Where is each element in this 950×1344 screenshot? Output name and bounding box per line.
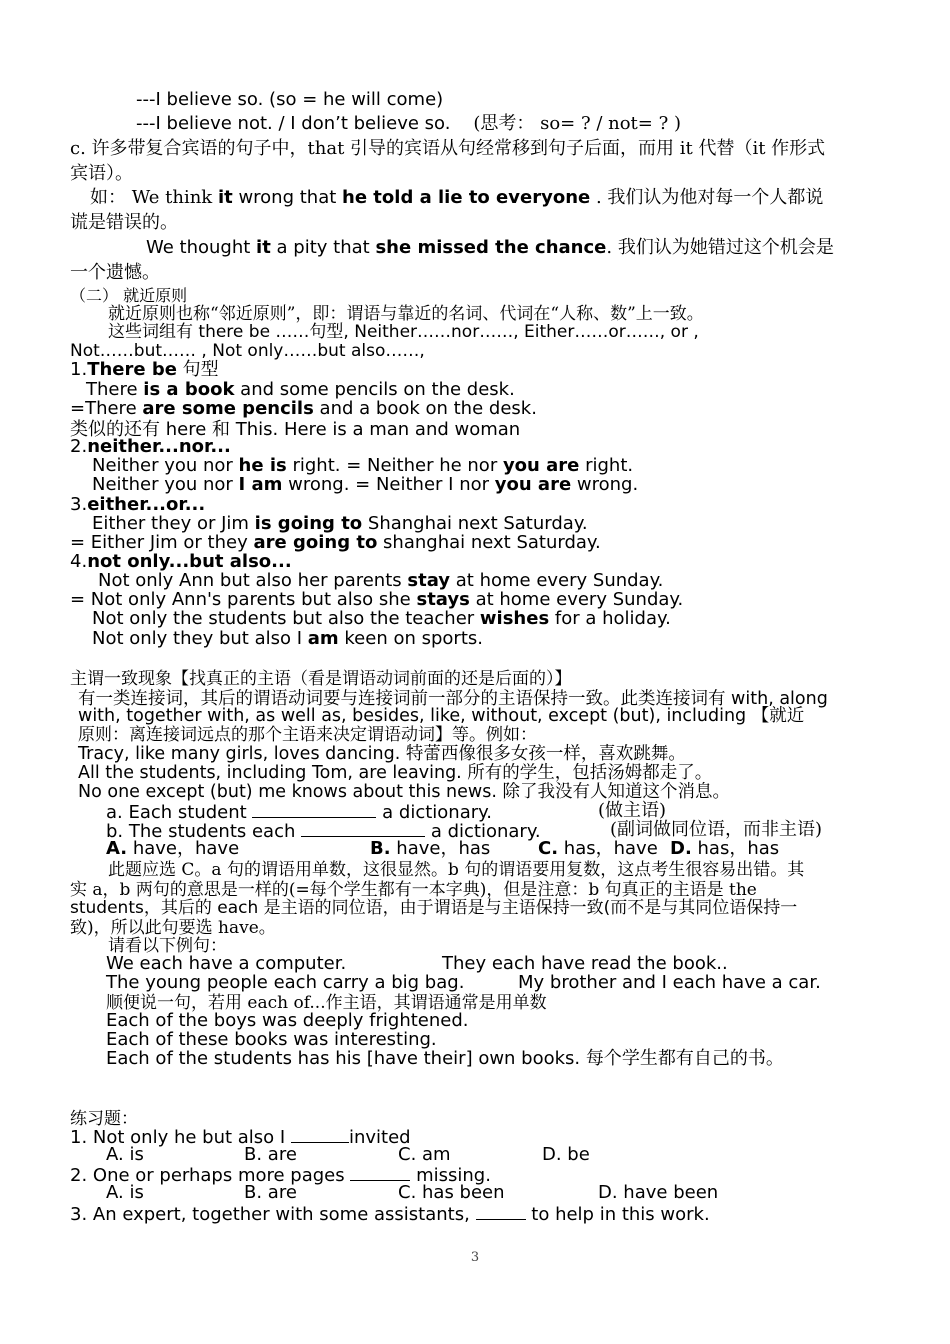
rule-heading: 4.not only...but also... — [70, 551, 292, 572]
answer-blank — [291, 1126, 349, 1143]
text-line: 谎是错误的。 — [70, 212, 178, 233]
text-line: 就近原则也称“邻近原则”，即：谓语与靠近的名词、代词在“人称、数”上一致。 — [108, 304, 704, 324]
example-line: My brother and I each have a car. — [518, 972, 821, 993]
text-line: with, together with, as well as, besides, like, without, except (but), including 【就近 — [78, 706, 805, 726]
text-line: 实 a，b 两句的意思是一样的(=每个学生都有一本字典)，但是注意：b 句真正的主语是 the — [70, 880, 757, 900]
example-line: No one except (but) me knows about this news. 除了我没有人知道这个消息。 — [78, 782, 730, 802]
option: B. are — [244, 1182, 297, 1203]
option: A. have，have — [106, 838, 240, 859]
section-title: （二） 就近原则 — [70, 286, 188, 305]
example-line: There is a book and some pencils on the desk. — [86, 379, 515, 400]
section-title: 主谓一致现象【找真正的主语（看是谓语动词前面的还是后面的）】 — [70, 669, 572, 689]
option: B. have，has — [370, 838, 491, 859]
question-line: 1. Not only he but also I invited — [70, 1127, 411, 1148]
example-line: Each of these books was interesting. — [106, 1029, 437, 1050]
option: C. has，have — [538, 838, 658, 859]
text-line: 此题应选 C。a 句的谓语用单数，这很显然。b 句的谓语要用复数，这点考生很容易出错。其 — [108, 860, 805, 880]
example-line: All the students, including Tom, are leaving. 所有的学生，包括汤姆都走了。 — [78, 763, 713, 783]
text-line: ---I believe not. / I don’t believe so. (思考： so= ? / not= ? ) — [136, 113, 681, 134]
example-line: Neither you nor he is right. = Neither he nor you are right. — [92, 455, 634, 476]
example-line: Each of the students has his [have their] own books. 每个学生都有自己的书。 — [106, 1048, 784, 1069]
text-line: 有一类连接词，其后的谓语动词要与连接词前一部分的主语保持一致。此类连接词有 with, along — [78, 689, 828, 709]
section-title: 练习题： — [70, 1109, 138, 1129]
text-line: 这些词组有 there be ……句型, Neither……nor……, Either……or……, or , — [108, 322, 699, 342]
question-line: 2. One or perhaps more pages missing. — [70, 1165, 491, 1186]
rule-heading: 2.neither...nor... — [70, 436, 231, 457]
question-line: 3. An expert, together with some assistants, to help in this work. — [70, 1204, 710, 1225]
example-line: = Either Jim or they are going to shanghai next Saturday. — [70, 532, 601, 553]
text-line: students，其后的 each 是主语的同位语，由于谓语是与主语保持一致(而不是与其同位语保持一 — [70, 898, 798, 918]
text-line: 宾语）。 — [70, 163, 133, 184]
example-line: Each of the boys was deeply frightened. — [106, 1010, 469, 1031]
question-line: a. Each student a dictionary. — [106, 802, 492, 823]
text-line: We thought it a pity that she missed the chance. 我们认为她错过这个机会是 — [146, 237, 834, 258]
page-number: 3 — [470, 1250, 480, 1265]
example-line: The young people each carry a big bag. — [106, 972, 465, 993]
text-line: 致)，所以此句要选 have。 — [70, 918, 276, 938]
example-line: 类似的还有 here 和 This. Here is a man and woman — [70, 419, 521, 440]
rule-heading: 3.either...or... — [70, 494, 206, 515]
option: A. is — [106, 1182, 144, 1203]
example-line: =There are some pencils and a book on the desk. — [70, 398, 537, 419]
example-line: Tracy, like many girls, loves dancing. 特蕾西像很多女孩一样，喜欢跳舞。 — [78, 744, 686, 764]
example-line: Not only Ann but also her parents stay at home every Sunday. — [98, 570, 664, 591]
question-note: (副词做同位语，而非主语) — [610, 819, 823, 840]
answer-blank — [301, 820, 425, 837]
option: A. is — [106, 1144, 144, 1165]
rule-heading: 1.There be 句型 — [70, 359, 219, 380]
option: C. has been — [398, 1182, 505, 1203]
text-line: 顺便说一句，若用 each of...作主语，其谓语通常是用单数 — [106, 993, 547, 1013]
example-line: We each have a computer. — [106, 953, 347, 974]
option: D. be — [542, 1144, 590, 1165]
option: D. have been — [598, 1182, 719, 1203]
example-line: Neither you nor I am wrong. = Neither I nor you are wrong. — [92, 474, 639, 495]
example-line: Not only the students but also the teacher wishes for a holiday. — [92, 608, 671, 629]
text-line: 请看以下例句： — [108, 936, 227, 956]
answer-blank — [350, 1164, 410, 1181]
example-line: Not only they but also I am keen on sports. — [92, 628, 483, 649]
text-line: 如： We think it wrong that he told a lie to everyone . 我们认为他对每一个人都说 — [90, 187, 824, 208]
text-line: c. 许多带复合宾语的句子中，that 引导的宾语从句经常移到句子后面，而用 it 代替（it 作形式 — [70, 138, 826, 159]
option: D. has，has — [670, 838, 780, 859]
option: B. are — [244, 1144, 297, 1165]
example-line: Either they or Jim is going to Shanghai next Saturday. — [92, 513, 588, 534]
text-line: 原则：离连接词远点的那个主语来决定谓语动词】等。例如： — [78, 725, 537, 745]
question-note: (做主语) — [598, 800, 667, 821]
example-line: They each have read the book.. — [442, 953, 728, 974]
question-line: b. The students each a dictionary. — [106, 821, 541, 842]
answer-blank — [252, 801, 376, 818]
option: C. am — [398, 1144, 451, 1165]
answer-blank — [476, 1203, 526, 1220]
example-line: = Not only Ann's parents but also she stays at home every Sunday. — [70, 589, 684, 610]
text-line: Not……but…… , Not only……but also……, — [70, 341, 425, 361]
text-line: 一个遗憾。 — [70, 262, 160, 283]
text-line: ---I believe so. (so = he will come) — [136, 89, 444, 110]
